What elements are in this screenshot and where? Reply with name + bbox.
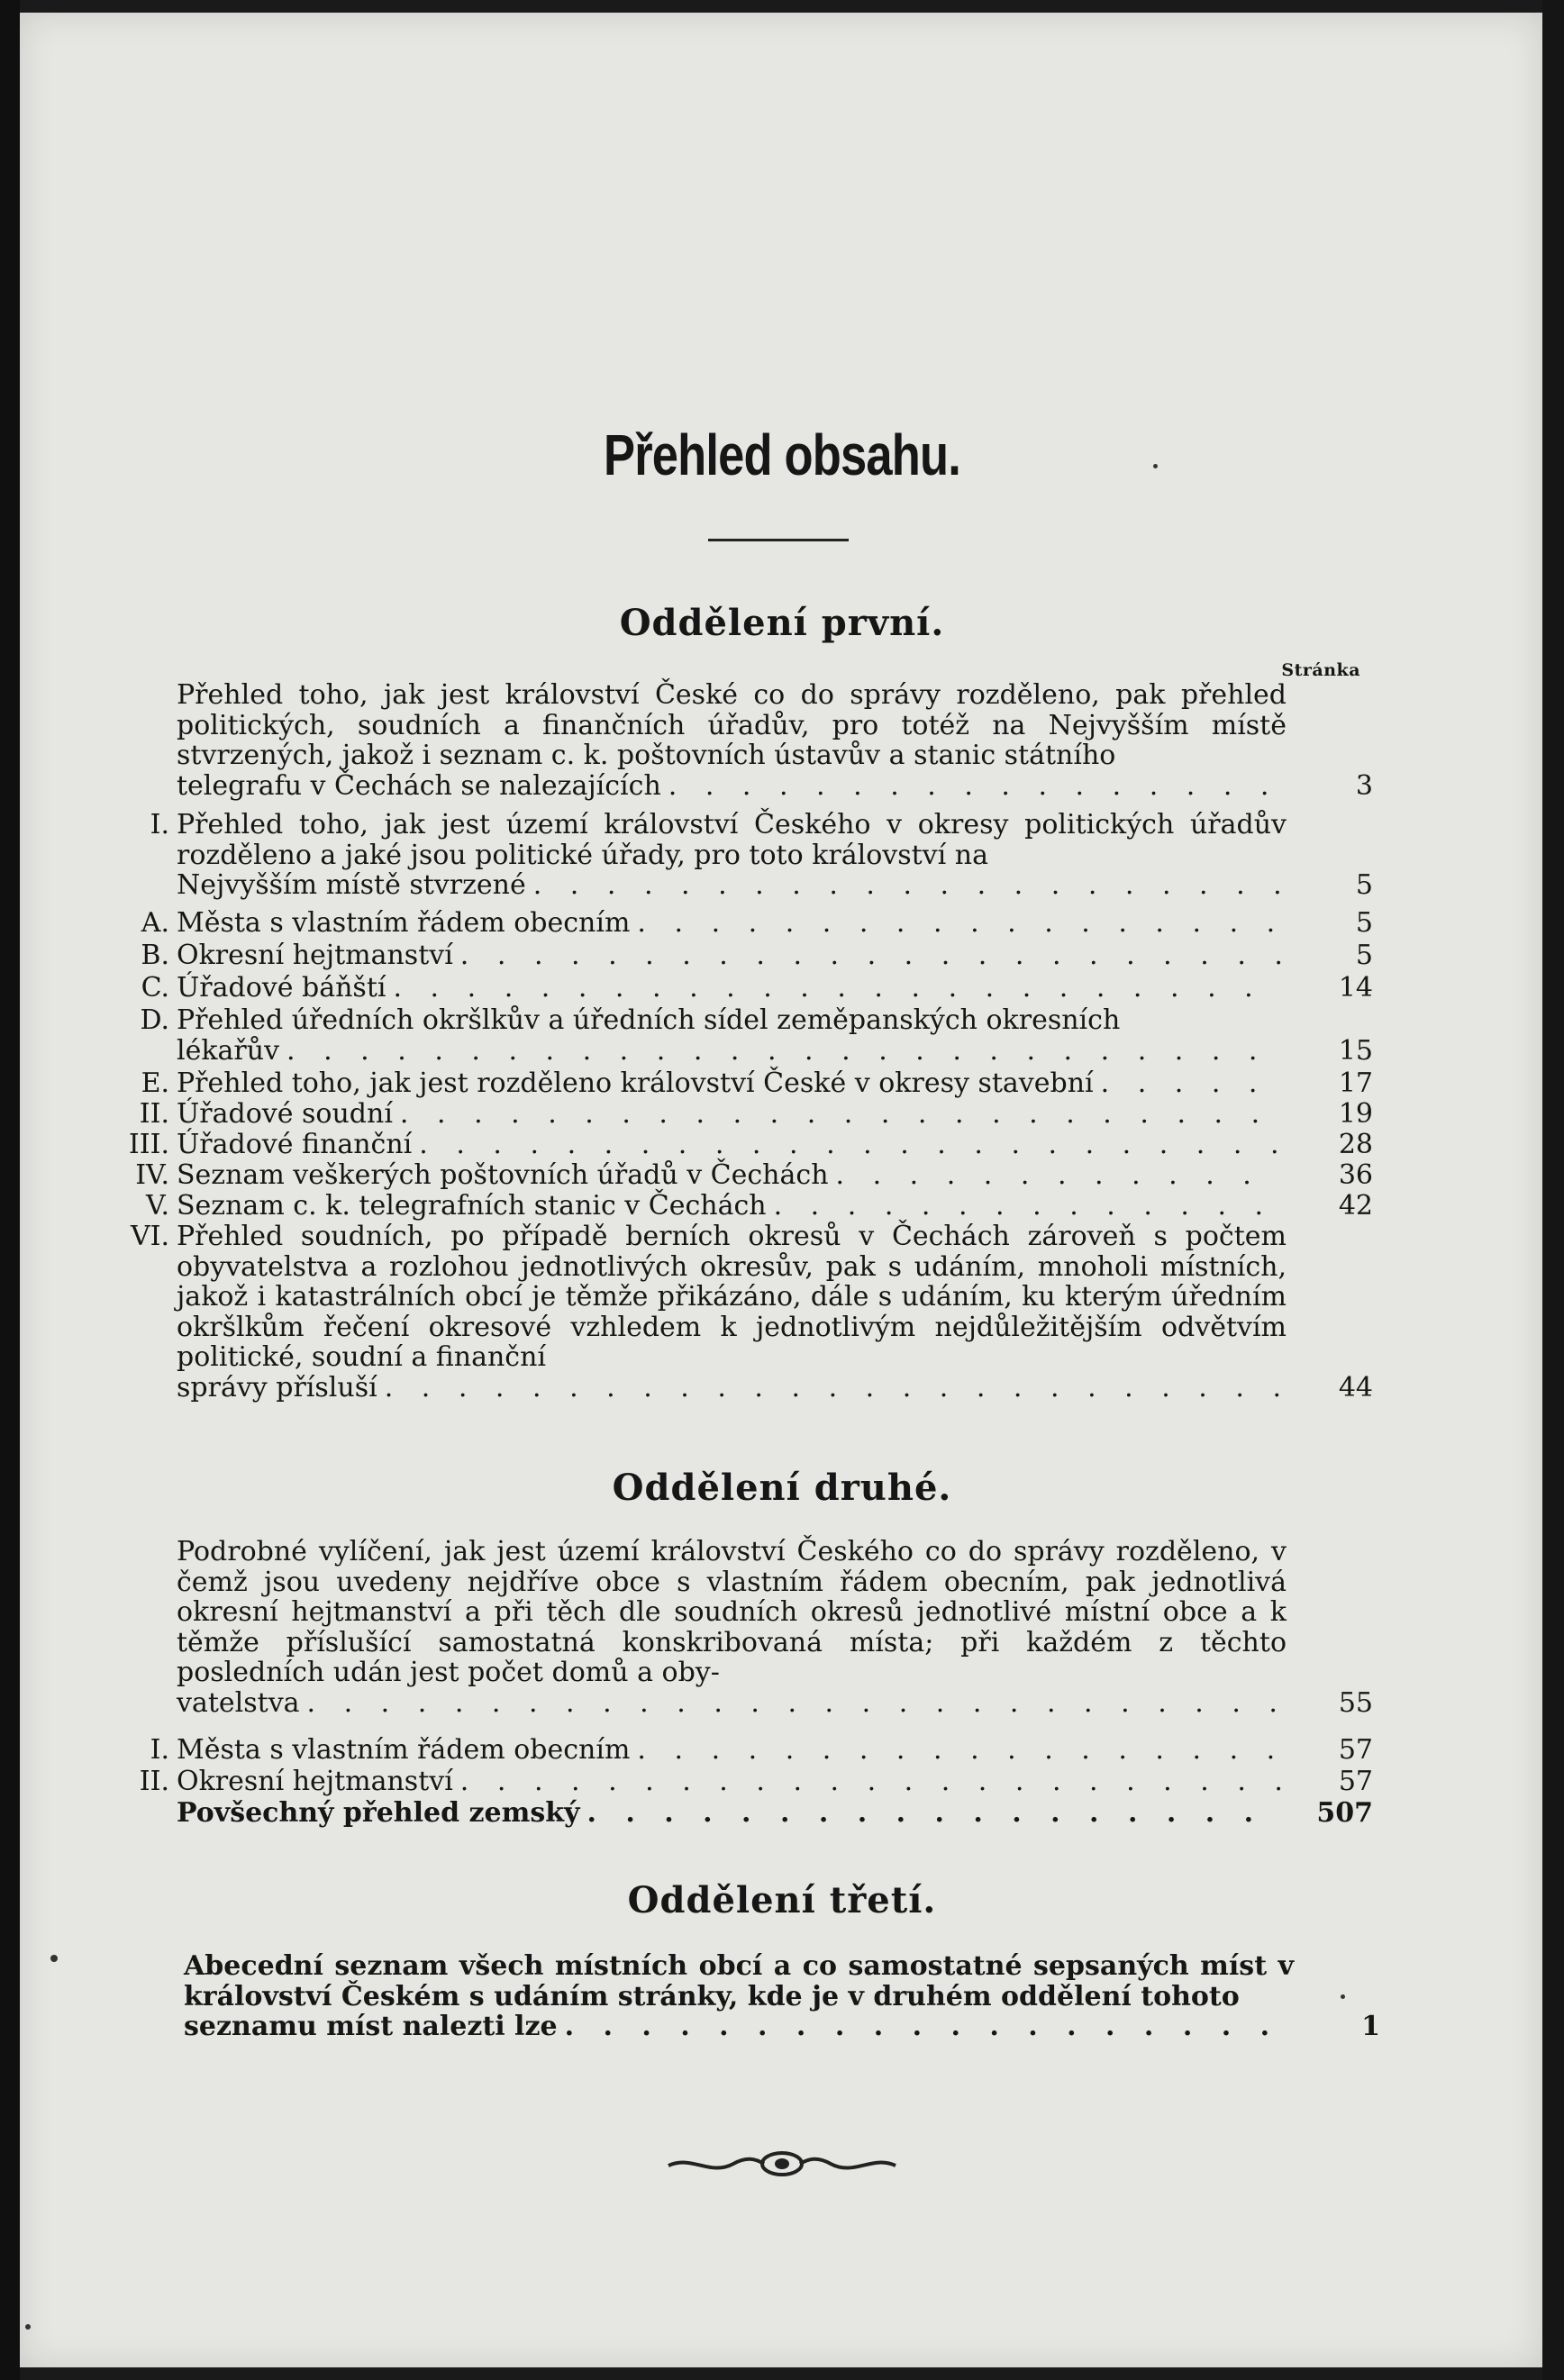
toc-entry (150, 809, 1373, 901)
dot-leader (460, 1767, 1281, 1797)
toc-entry (177, 1537, 1373, 1718)
toc-entry (141, 907, 1373, 939)
entry-last-line: Seznam veškerých poštovních úřadů v Čechách (177, 1159, 829, 1191)
dot-leader (1101, 1068, 1281, 1099)
entry-page-number: 19 (1338, 1098, 1373, 1130)
toc-entry (150, 1734, 1373, 1766)
entry-last-line: telegrafu v Čechách se nalezajících (177, 769, 661, 802)
toc-entry (177, 680, 1373, 801)
dot-leader (393, 973, 1281, 1004)
title-rule (708, 539, 849, 541)
entry-mark: A. (141, 907, 169, 939)
entry-mark: D. (140, 1004, 169, 1036)
dot-leader (533, 870, 1281, 901)
entry-last-line: Okresní hejtmanství (177, 940, 453, 971)
dot-leader (307, 1688, 1281, 1719)
section-heading-first: Oddělení první. (619, 602, 945, 644)
entry-page-number: 5 (1355, 940, 1373, 971)
entry-mark: E. (141, 1067, 169, 1099)
dot-leader (565, 2012, 1288, 2042)
entry-last-line: Nejvyšším místě stvrzené (177, 869, 526, 901)
toc-entry (141, 1067, 1373, 1099)
toc-entry (139, 1766, 1373, 1797)
section-heading-second: Oddělení druhé. (612, 1467, 952, 1509)
ornament-divider (665, 2146, 899, 2182)
scan-speck (1341, 1994, 1345, 1999)
toc-entry (146, 1190, 1373, 1222)
toc-entry (141, 972, 1373, 1004)
entry-mark: IV. (135, 1159, 169, 1191)
toc-entry (141, 940, 1373, 971)
entry-page-number: 14 (1338, 972, 1373, 1004)
entry-last-line: Přehled toho, jak jest rozděleno království České v okresy stavební (177, 1067, 1094, 1099)
entry-last-line: Města s vlastním řádem obecním (177, 1734, 631, 1766)
entry-mark: V. (146, 1190, 169, 1222)
entry-mark: I. (150, 1734, 169, 1766)
entry-mark: C. (141, 972, 169, 1004)
entry-last-line: Úřadové soudní (177, 1098, 393, 1130)
toc-entry (177, 1798, 1373, 1829)
dot-leader (400, 1099, 1281, 1130)
entry-page-number: 28 (1338, 1129, 1373, 1160)
page-column-label: Stránka (1281, 660, 1360, 680)
entry-last-line: Seznam c. k. telegrafních stanic v Čechách (177, 1190, 767, 1222)
entry-text: Abecední seznam všech místních obcí a co samostatné sepsaných míst v království Českém s udáním stránky, kde je v druhém oddělení tohoto (184, 1950, 1294, 2012)
entry-text: Podrobné vylíčení, jak jest území království Českého co do správy rozděleno, v čemž jsou uvedeny nejdříve obce s vlastním řádem obecním, pak jednotlivá okresní hejtmanství a při těch dle soudních okresů jednotlivé místní obce a k těmže příslušící samostatná konskribovaná místa; při každém z těchto posledních udán jest počet domů a oby- (177, 1536, 1287, 1688)
entry-mark: VI. (130, 1221, 169, 1252)
entry-last-line: Města s vlastním řádem obecním (177, 907, 631, 939)
entry-mark: B. (141, 940, 169, 971)
entry-page-number: 15 (1338, 1034, 1373, 1067)
entry-page-number: 1 (1361, 2011, 1380, 2042)
entry-page-number: 5 (1355, 869, 1373, 901)
entry-page-number: 507 (1316, 1797, 1373, 1829)
dot-leader (774, 1191, 1281, 1222)
scan-speck (1153, 464, 1158, 468)
left-page-edge (0, 0, 20, 2380)
toc-entry (140, 1004, 1373, 1067)
dot-leader (460, 940, 1281, 971)
entry-page-number: 42 (1338, 1190, 1373, 1222)
dot-leader (419, 1130, 1281, 1160)
entry-mark: I. (150, 809, 169, 840)
section-heading-third: Oddělení třetí. (627, 1879, 937, 1921)
entry-last-line: Úřadové finanční (177, 1129, 413, 1160)
entry-last-line: Úřadové báňští (177, 972, 386, 1004)
dot-leader (637, 908, 1281, 939)
scan-speck (25, 2324, 31, 2330)
dot-leader (637, 1735, 1281, 1766)
dot-leader (286, 1036, 1281, 1067)
page-title: Přehled obsahu. (604, 422, 960, 487)
entry-page-number: 17 (1338, 1067, 1373, 1099)
dot-leader (668, 771, 1281, 802)
entry-last-line: Okresní hejtmanství (177, 1766, 453, 1797)
entry-text: Přehled soudních, po případě berních okresů v Čechách zároveň s počtem obyvatelstva a rozlohou jednotlivých okresův, pak s udáním, mnoholi místních, jakož i katastrálních obcí je těmže přikázáno, dále s udáním, ku kterým úředním okršlkům řečení okresové vzhledem k jednotlivým nejdůležitějším odvětvím politické, soudní a finanční (177, 1221, 1287, 1373)
entry-last-line: vatelstva (177, 1686, 300, 1719)
toc-entry (184, 1951, 1380, 2042)
entry-page-number: 57 (1338, 1766, 1373, 1797)
entry-last-line: seznamu míst nalezti lze (184, 2011, 558, 2042)
scan-speck (50, 1955, 58, 1962)
entry-text: Přehled úředních okršlkův a úředních sídel zeměpanských okresních (177, 1004, 1121, 1036)
entry-mark: II. (139, 1098, 169, 1130)
entry-text: Přehled toho, jak jest území království Českého v okresy politických úřadův rozděleno a jaké jsou politické úřady, pro toto království na (177, 809, 1287, 871)
toc-entry (139, 1098, 1373, 1130)
entry-last-line: Povšechný přehled zemský (177, 1797, 580, 1829)
toc-entry (128, 1129, 1373, 1160)
dot-leader (587, 1798, 1282, 1829)
entry-page-number: 44 (1338, 1371, 1373, 1403)
entry-page-number: 55 (1338, 1686, 1373, 1719)
entry-page-number: 57 (1338, 1734, 1373, 1766)
entry-text: Přehled toho, jak jest království České co do správy rozděleno, pak přehled politických, soudních a finančních úřadův, pro totéž na Nejvyšším místě stvrzených, jakož i seznam c. k. poštovních ústavův a stanic státního (177, 679, 1287, 771)
entry-last-line: správy přísluší (177, 1371, 377, 1403)
entry-last-line: lékařův (177, 1034, 280, 1067)
dot-leader (385, 1373, 1281, 1403)
entry-page-number: 36 (1338, 1159, 1373, 1191)
toc-entry (130, 1221, 1373, 1403)
toc-entry (135, 1159, 1373, 1191)
entry-mark: II. (139, 1766, 169, 1797)
dot-leader (836, 1160, 1281, 1191)
entry-page-number: 5 (1355, 907, 1373, 939)
entry-mark: III. (128, 1129, 169, 1160)
entry-page-number: 3 (1355, 769, 1373, 802)
right-page-edge (1542, 0, 1564, 2380)
